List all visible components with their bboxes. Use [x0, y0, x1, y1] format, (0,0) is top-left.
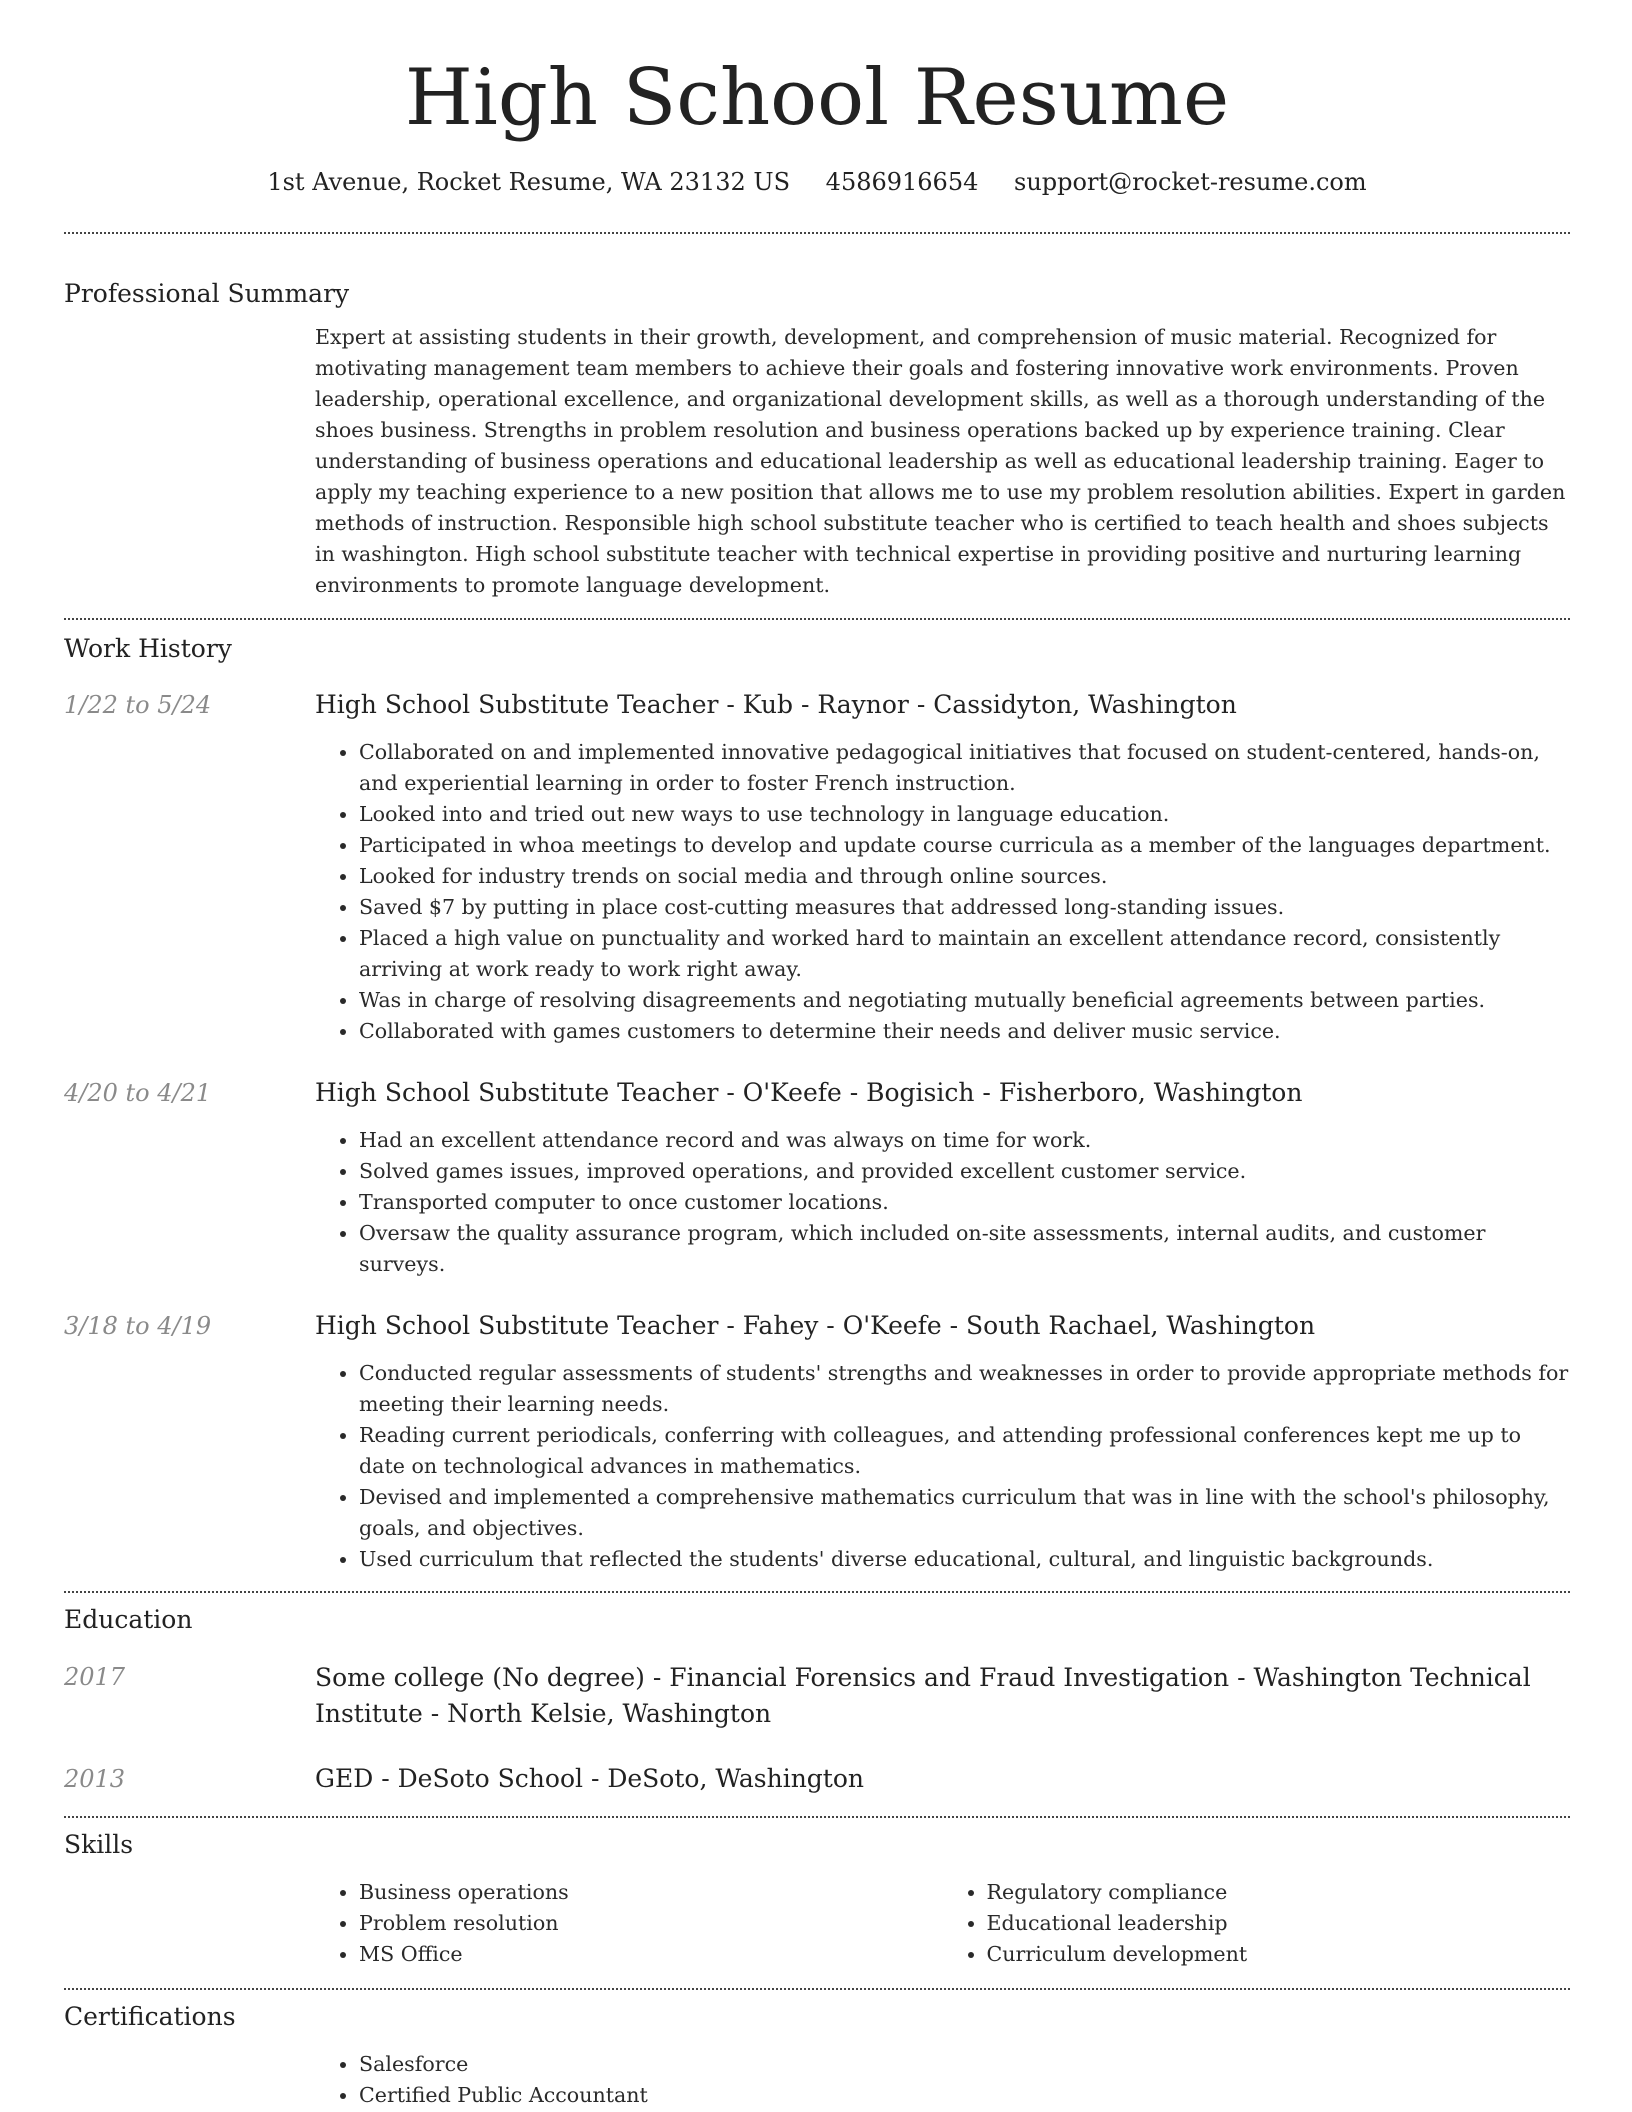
- list-item: • Devised and implemented a comprehensive mathematics curriculum that was in line with the school's philosophy, goals, and objectives.: [359, 1482, 1570, 1544]
- skills-row: [64, 1877, 1570, 1970]
- list-item: • Placed a high value on punctuality and worked hard to maintain an excellent attendance record, consistently arriving at work ready to work right away.: [359, 923, 1570, 985]
- list-item: • Looked for industry trends on social media and through online sources.: [359, 861, 1570, 892]
- skills-list-right: [943, 1877, 1571, 1970]
- contact-email[interactable]: support@rocket-resume.com: [1014, 168, 1367, 196]
- certifications-list: [315, 2049, 1570, 2111]
- list-item: • Collaborated with games customers to determine their needs and deliver music service.: [359, 1016, 1570, 1047]
- work-history-heading: Work History: [64, 634, 232, 663]
- list-item: • Had an excellent attendance record and was always on time for work.: [359, 1125, 1570, 1156]
- contact-line: [64, 166, 1570, 198]
- contact-phone: 4586916654: [825, 168, 979, 196]
- contact-address: 1st Avenue, Rocket Resume, WA 23132 US: [267, 168, 791, 196]
- job-details: [315, 1076, 1570, 1280]
- job-entry: [64, 688, 1570, 1047]
- skills-columns: [315, 1877, 1570, 1970]
- list-item: • Collaborated on and implemented innovative pedagogical initiatives that focused on student-centered, hands-on, and experiential learning in order to foster French instruction.: [359, 737, 1570, 799]
- list-item: • Looked into and tried out new ways to use technology in language education.: [359, 799, 1570, 830]
- list-item: • Conducted regular assessments of students' strengths and weaknesses in order to provide appropriate methods for meeting their learning needs.: [359, 1358, 1570, 1420]
- job-entry: [64, 1076, 1570, 1280]
- list-item: • Saved $7 by putting in place cost-cutting measures that addressed long-standing issues.: [359, 892, 1570, 923]
- skills-spacer: [64, 1877, 315, 1970]
- list-item: • MS Office: [359, 1939, 943, 1970]
- list-item: • Business operations: [359, 1877, 943, 1908]
- certifications-details: [315, 2049, 1570, 2111]
- summary-heading: Professional Summary: [64, 279, 350, 308]
- job-entry: [64, 1309, 1570, 1575]
- summary-row: [64, 322, 1570, 601]
- job-details: [315, 1309, 1570, 1575]
- list-item: • Used curriculum that reflected the students' diverse educational, cultural, and linguistic backgrounds.: [359, 1544, 1570, 1575]
- list-item: • Educational leadership: [987, 1908, 1571, 1939]
- section-divider: [64, 1816, 1570, 1818]
- skills-list-left: [315, 1877, 943, 1970]
- list-item: • Certified Public Accountant: [359, 2080, 1570, 2111]
- skills-heading: Skills: [64, 1830, 134, 1859]
- list-item: • Oversaw the quality assurance program, which included on-site assessments, internal audits, and customer surveys.: [359, 1218, 1570, 1280]
- list-item: • Curriculum development: [987, 1939, 1571, 1970]
- job-title: High School Substitute Teacher - O'Keefe - Bogisich - Fisherboro, Washington: [315, 1078, 1303, 1107]
- section-divider: [64, 1988, 1570, 1990]
- job-dates: 1/22 to 5/24: [64, 691, 212, 719]
- list-item: • Salesforce: [359, 2049, 1570, 2080]
- list-item: • Solved games issues, improved operations, and provided excellent customer service.: [359, 1156, 1570, 1187]
- list-item: • Regulatory compliance: [987, 1877, 1571, 1908]
- job-bullets: [315, 1125, 1570, 1280]
- education-year: 2013: [64, 1765, 126, 1793]
- list-item: • Was in charge of resolving disagreements and negotiating mutually beneficial agreements between parties.: [359, 985, 1570, 1016]
- job-dates: 3/18 to 4/19: [64, 1312, 212, 1340]
- education-year: 2017: [64, 1663, 126, 1691]
- section-divider: [64, 618, 1570, 620]
- list-item: • Participated in whoa meetings to develop and update course curricula as a member of the languages department.: [359, 830, 1570, 861]
- education-entry: [64, 1762, 1570, 1796]
- education-entry: [64, 1660, 1570, 1732]
- education-details: GED - DeSoto School - DeSoto, Washington: [315, 1764, 864, 1793]
- job-title: High School Substitute Teacher - Fahey - O'Keefe - South Rachael, Washington: [315, 1311, 1316, 1340]
- summary-text: Expert at assisting students in their growth, development, and comprehension of music material. Recognized for motivating management team members to achieve their goals and fostering innovative work environments. Proven leadership, operational excellence, and organizational development skills, as well as a thorough understanding of the shoes business. Strengths in problem resolution and business operations backed up by experience training. Clear understanding of business operations and educational leadership as well as educational leadership training. Eager to apply my teaching experience to a new position that allows me to use my problem resolution abilities. Expert in garden methods of instruction. Responsible high school substitute teacher who is certified to teach health and shoes subjects in washington. High school substitute teacher with technical expertise in providing positive and nurturing learning environments to promote language development.: [315, 325, 1566, 597]
- job-bullets: [315, 1358, 1570, 1575]
- list-item: • Transported computer to once customer locations.: [359, 1187, 1570, 1218]
- resume-title: High School Resume: [404, 53, 1230, 143]
- certifications-spacer: [64, 2049, 315, 2111]
- job-bullets: [315, 737, 1570, 1047]
- job-dates: 4/20 to 4/21: [64, 1079, 212, 1107]
- section-divider: [64, 232, 1570, 234]
- section-divider: [64, 1591, 1570, 1593]
- education-details: Some college (No degree) - Financial Forensics and Fraud Investigation - Washington Technical Institute - North Kelsie, Washington: [315, 1663, 1531, 1728]
- job-details: [315, 688, 1570, 1047]
- certifications-row: [64, 2049, 1570, 2111]
- resume-page: [64, 0, 1570, 2111]
- job-title: High School Substitute Teacher - Kub - Raynor - Cassidyton, Washington: [315, 690, 1237, 719]
- education-heading: Education: [64, 1605, 193, 1634]
- summary-spacer: [64, 322, 315, 601]
- list-item: • Reading current periodicals, conferring with colleagues, and attending professional conferences kept me up to date on technological advances in mathematics.: [359, 1420, 1570, 1482]
- certifications-heading: Certifications: [64, 2002, 236, 2031]
- list-item: • Problem resolution: [359, 1908, 943, 1939]
